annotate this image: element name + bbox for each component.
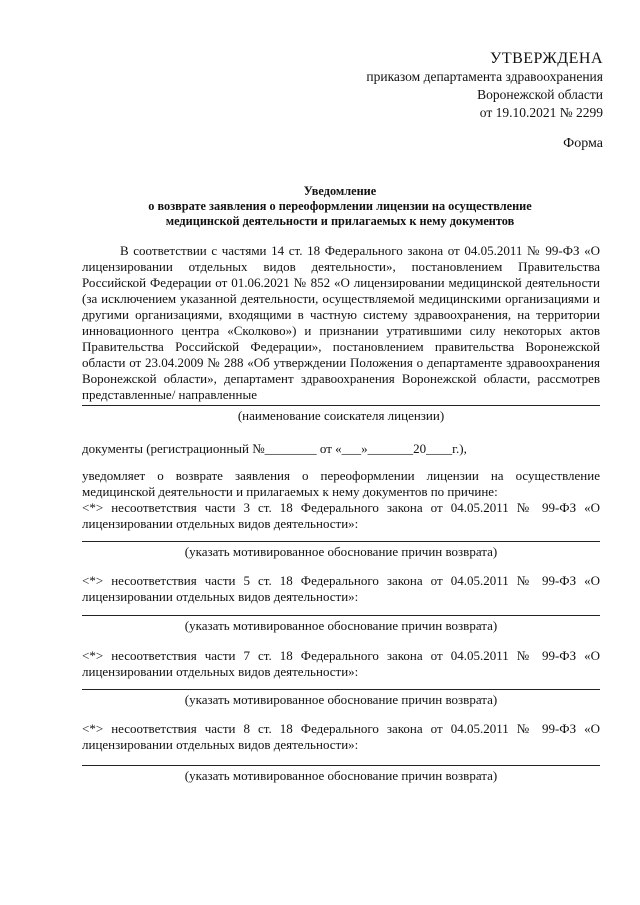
approval-status: УТВЕРЖДЕНА [489,50,603,67]
document-title [80,184,600,229]
intro-paragraph: В соответствии с частями 14 ст. 18 Федерального закона от 04.05.2011 № 99-ФЗ «О лицензировании отдельных видов деятельности», постановлением Правительства Российской Федерации от 01.06.2021 № 852 «О лицензировании медицинской деятельности (за исключением указанной деятельности, осуществляемой медицинскими организациями и другими организациями, входящими в частную систему здравоохранения, на территории инновационного центра «Сколково») и признании утратившими силу некоторых актов Правительства Российской Федерации», постановлением правительства Воронежской области от 23.04.2009 № 288 «Об утверждении Положения о департаменте здравоохранения Воронежской области», департамент здравоохранения Воронежской области, рассмотрев представленные/ направленные [82,243,600,402]
reason-caption: (указать мотивированное обоснование причин возврата) [184,692,498,707]
form-label: Форма [563,136,603,151]
reason-caption: (указать мотивированное обоснование причин возврата) [184,618,498,633]
approval-line-1: приказом департамента здравоохранения [366,69,603,84]
reason-item: <*> несоответствия части 8 ст. 18 Федерального закона от 04.05.2011 № 99-ФЗ «О лицензировании отдельных видов деятельности»: [82,721,600,752]
applicant-caption: (наименование соискателя лицензии) [237,408,445,423]
reason-item: <*> несоответствия части 5 ст. 18 Федерального закона от 04.05.2011 № 99-ФЗ «О лицензировании отдельных видов деятельности»: [82,573,600,604]
reason-justification-line [82,541,600,542]
reason-justification-line [82,615,600,616]
reason-justification-line [82,689,600,690]
reason-caption: (указать мотивированное обоснование причин возврата) [184,544,498,559]
title-line-3: медицинской деятельности и прилагаемых к нему документов [165,214,515,228]
title-line-1: Уведомление [303,184,377,198]
reason-item: <*> несоответствия части 3 ст. 18 Федерального закона от 04.05.2011 № 99-ФЗ «О лицензировании отдельных видов деятельности»: [82,500,600,531]
approval-block [366,50,603,122]
reason-justification-line [82,765,600,766]
applicant-name-line [82,405,600,406]
approval-line-3: от 19.10.2021 № 2299 [479,105,603,120]
documents-line: документы (регистрационный №________ от «___»_______20____г.), [82,441,467,456]
notice-paragraph: уведомляет о возврате заявления о переоформлении лицензии на осуществление медицинской деятельности и прилагаемых к нему документов по причине: [82,468,600,499]
reason-item: <*> несоответствия части 7 ст. 18 Федерального закона от 04.05.2011 № 99-ФЗ «О лицензировании отдельных видов деятельности»: [82,648,600,679]
title-line-2: о возврате заявления о переоформлении лицензии на осуществление [148,199,532,213]
reason-caption: (указать мотивированное обоснование причин возврата) [184,768,498,783]
approval-line-2: Воронежской области [477,87,603,102]
